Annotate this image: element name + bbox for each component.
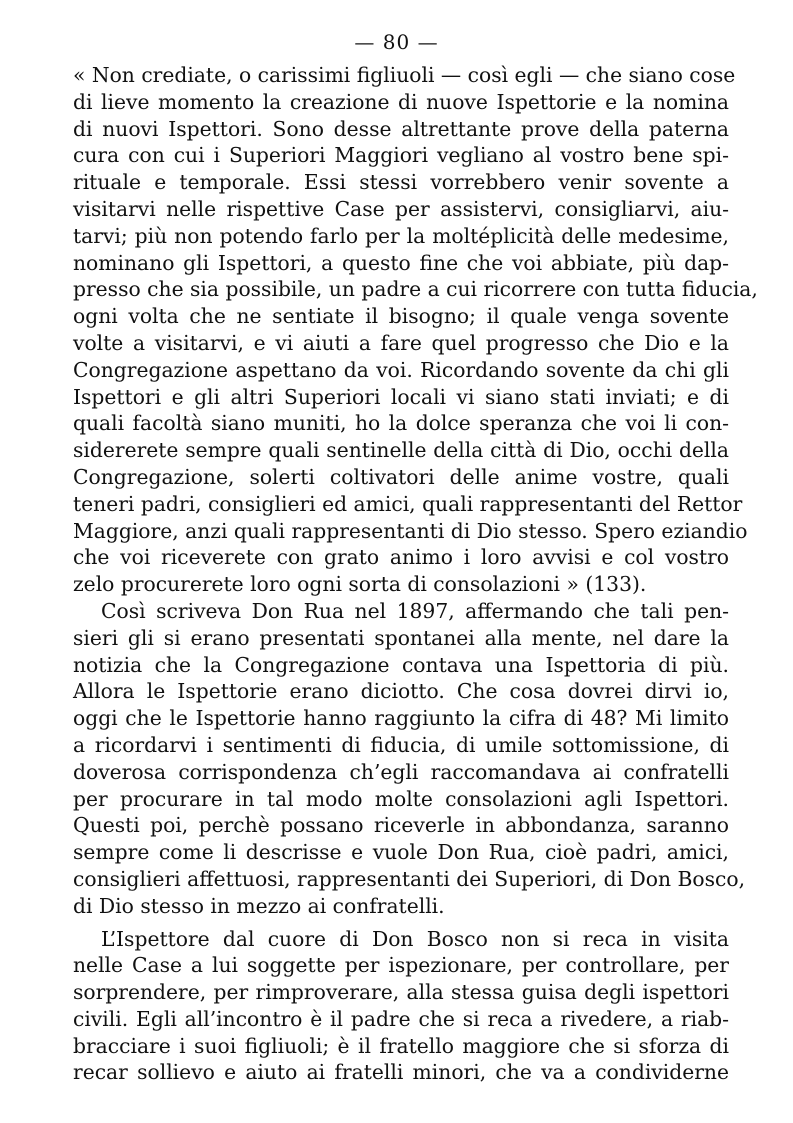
text-line: tarvi; più non potendo farlo per la moltéplicità delle medesime, [73, 223, 729, 248]
text-line: oggi che le Ispettorie hanno raggiunto la cifra di 48? Mi limito [73, 706, 729, 731]
text-line: Ispettori e gli altri Superiori locali vi siano stati inviati; e di [73, 384, 729, 409]
paragraph-3 [73, 926, 729, 1087]
text-line: consiglieri affettuosi, rappresentanti dei Superiori, di Don Bosco, [73, 866, 746, 891]
text-line: L’Ispettore dal cuore di Don Bosco non si reca in visita [101, 926, 729, 951]
paragraph-1 [73, 62, 758, 598]
text-line: nelle Case a lui soggette per ispezionare, per controllare, per [73, 953, 729, 978]
text-line: Maggiore, anzi quali rappresentanti di Dio stesso. Spero eziandio [73, 518, 748, 543]
text-line: teneri padri, consiglieri ed amici, quali rappresentanti del Rettor [73, 491, 743, 516]
text-line: presso che sia possibile, un padre a cui ricorrere con tutta fiducia, [73, 277, 758, 302]
text-line: visitarvi nelle rispettive Case per assistervi, consigliarvi, aiu- [73, 196, 729, 221]
text-line: volte a visitarvi, e vi aiuti a fare quel progresso che Dio e la [73, 330, 729, 355]
text-line: zelo procurerete loro ogni sorta di consolazioni » (133). [73, 572, 647, 597]
text-line: « Non crediate, o carissimi figliuoli — così egli — che siano cose [73, 63, 736, 87]
text-line: ogni volta che ne sentiate il bisogno; il quale venga sovente [73, 304, 729, 329]
text-line: Congregazione, solerti coltivatori delle anime vostre, quali [73, 464, 729, 489]
text-line: Allora le Ispettorie erano diciotto. Che cosa dovrei dirvi io, [73, 679, 729, 704]
text-line: sempre come li descrisse e vuole Don Rua, cioè padri, amici, [73, 840, 729, 865]
text-line: civili. Egli all’incontro è il padre che si reca a rivedere, a riab- [73, 1006, 729, 1031]
text-line: Questi poi, perchè possano riceverle in abbondanza, saranno [73, 813, 729, 838]
text-line: che voi riceverete con grato animo i loro avvisi e col vostro [73, 545, 729, 570]
text-line: quali facoltà siano muniti, ho la dolce speranza che voi li con- [73, 411, 729, 436]
text-line: a ricordarvi i sentimenti di fiducia, di umile sottomissione, di [73, 732, 729, 757]
text-line: doverosa corrispondenza ch’egli raccomandava ai confratelli [73, 759, 729, 784]
paragraph-2 [73, 598, 746, 920]
text-line: bracciare i suoi figliuoli; è il fratello maggiore che si sforza di [73, 1033, 729, 1058]
text-line: nominano gli Ispettori, a questo fine che voi abbiate, più dap- [73, 250, 729, 275]
text-line: Così scriveva Don Rua nel 1897, affermando che tali pen- [101, 598, 729, 623]
text-line: sidererete sempre quali sentinelle della città di Dio, occhi della [73, 438, 729, 463]
text-line: Congregazione aspettano da voi. Ricordando sovente da chi gli [73, 357, 729, 382]
text-line: recar sollievo e aiuto ai fratelli minori, che va a condividerne [73, 1060, 729, 1085]
text-line: di Dio stesso in mezzo ai confratelli. [73, 893, 445, 918]
text-line: di nuovi Ispettori. Sono desse altrettante prove della paterna [73, 116, 729, 141]
text-line: sorprendere, per rimproverare, alla stessa guisa degli ispettori [73, 980, 729, 1005]
page-number: — 80 — [354, 30, 439, 54]
text-line: sieri gli si erano presentati spontanei alla mente, nel dare la [73, 625, 729, 650]
text-line: per procurare in tal modo molte consolazioni agli Ispettori. [73, 786, 729, 811]
text-line: notizia che la Congregazione contava una Ispettoria di più. [73, 652, 729, 677]
text-line: di lieve momento la creazione di nuove Ispettorie e la nomina [73, 89, 729, 114]
body-text [73, 62, 758, 1086]
text-line: rituale e temporale. Essi stessi vorrebbero venir sovente a [73, 170, 729, 195]
text-line: cura con cui i Superiori Maggiori vegliano al vostro bene spi- [73, 143, 729, 168]
